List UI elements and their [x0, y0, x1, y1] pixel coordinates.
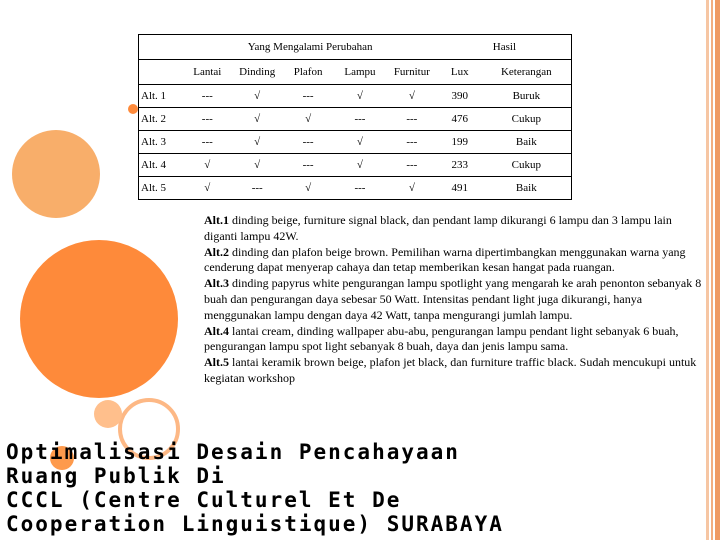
- decorative-stripe: [711, 0, 713, 540]
- table-cell: √: [334, 154, 386, 177]
- table-cell: Baik: [482, 131, 572, 154]
- table-cell: ---: [182, 85, 232, 108]
- table-cell: ---: [182, 108, 232, 131]
- title-line: CCCL (Centre Culturel Et De: [6, 488, 402, 512]
- table-cell: ---: [334, 177, 386, 200]
- table-body: [139, 85, 572, 200]
- table-cell: ---: [182, 131, 232, 154]
- table-cell: ---: [282, 154, 334, 177]
- column-header: Lantai: [182, 60, 232, 85]
- table-cell: ---: [386, 108, 438, 131]
- table-cell: √: [232, 131, 282, 154]
- table-row: [139, 131, 572, 154]
- page-title: [6, 440, 706, 536]
- table-row: [139, 108, 572, 131]
- table-cell: √: [282, 177, 334, 200]
- description-paragraph: [204, 276, 704, 323]
- table-cell: √: [334, 85, 386, 108]
- table-cell: ---: [282, 85, 334, 108]
- table-cell: √: [232, 108, 282, 131]
- table-cell: ---: [386, 131, 438, 154]
- alternative-text: lantai keramik brown beige, plafon jet black, dan furniture traffic black. Sudah mencukupi untuk kegiatan workshop: [204, 355, 697, 385]
- decorative-circle: [128, 104, 138, 114]
- table-cell: √: [232, 154, 282, 177]
- alternative-text: dinding beige, furniture signal black, dan pendant lamp dikurangi 6 lampu dan 3 lampu lain diganti lampu 42W.: [204, 213, 672, 243]
- description-paragraph: [204, 324, 704, 356]
- alternatives-table: [138, 34, 572, 200]
- description-paragraph: [204, 355, 704, 387]
- table-cell: √: [386, 85, 438, 108]
- alternative-label: Alt.3: [204, 276, 229, 291]
- column-header: Lampu: [334, 60, 386, 85]
- table-cell: Cukup: [482, 108, 572, 131]
- title-line: Optimalisasi Desain Pencahayaan: [6, 440, 460, 464]
- group-header-changes: Yang Mengalami Perubahan: [182, 35, 437, 60]
- table-cell: √: [182, 154, 232, 177]
- table-cell: ---: [334, 108, 386, 131]
- decorative-circle: [20, 240, 178, 398]
- column-header: Furnitur: [386, 60, 438, 85]
- alternative-text: lantai cream, dinding wallpaper abu-abu, pengurangan lampu pendant light sebanyak 6 buah, pengurangan lampu spot light sebanyak 8 buah, daya dan jenis lampu sama.: [204, 323, 679, 354]
- table-cell: Baik: [482, 177, 572, 200]
- alt-label: Alt. 3: [139, 131, 183, 154]
- table-cell: √: [232, 85, 282, 108]
- alternative-label: Alt.4: [204, 323, 229, 338]
- column-header: Keterangan: [482, 60, 572, 85]
- table-cell: 233: [438, 154, 482, 177]
- table-cell: Buruk: [482, 85, 572, 108]
- decorative-circle: [94, 400, 122, 428]
- table-cell: 390: [438, 85, 482, 108]
- table-cell: √: [282, 108, 334, 131]
- decorative-stripe: [715, 0, 720, 540]
- table-cell: 491: [438, 177, 482, 200]
- table-cell: ---: [232, 177, 282, 200]
- column-header: Dinding: [232, 60, 282, 85]
- table-cell: 199: [438, 131, 482, 154]
- table-cell: ---: [282, 131, 334, 154]
- description-paragraph: [204, 245, 704, 277]
- alternative-label: Alt.2: [204, 244, 229, 259]
- table-cell: 476: [438, 108, 482, 131]
- table-cell: ---: [386, 154, 438, 177]
- alt-label: Alt. 2: [139, 108, 183, 131]
- table-cell: √: [182, 177, 232, 200]
- table-row: [139, 177, 572, 200]
- title-line: Cooperation Linguistique) SURABAYA: [6, 512, 504, 536]
- table-row: [139, 154, 572, 177]
- alternative-label: Alt.5: [204, 355, 229, 370]
- group-header-result: Hasil: [438, 35, 572, 60]
- alternatives-description: [204, 213, 704, 387]
- alternative-label: Alt.1: [204, 213, 229, 227]
- header-corner: [139, 35, 183, 60]
- header-corner: [139, 60, 183, 85]
- alt-label: Alt. 1: [139, 85, 183, 108]
- alt-label: Alt. 5: [139, 177, 183, 200]
- decorative-stripe: [706, 0, 709, 540]
- title-line: Ruang Publik Di: [6, 464, 226, 488]
- table-cell: Cukup: [482, 154, 572, 177]
- decorative-circle: [12, 130, 100, 218]
- alt-label: Alt. 4: [139, 154, 183, 177]
- column-header: Lux: [438, 60, 482, 85]
- table-row: [139, 85, 572, 108]
- table-cell: √: [334, 131, 386, 154]
- description-paragraph: [204, 213, 704, 245]
- column-header: Plafon: [282, 60, 334, 85]
- alternative-text: dinding papyrus white pengurangan lampu spotlight yang mengarah ke arah penonton sebanyak 8 buah dan pengurangan daya sebesar 50 Watt. Intensitas pendant light juga dikurangi, hanya menggunakan lampu dengan daya 42 Watt, tanpa mengurangi jumlah lampu.: [204, 276, 702, 322]
- table-cell: √: [386, 177, 438, 200]
- alternative-text: dinding dan plafon beige brown. Pemilihan warna dipertimbangkan menggunakan warna yang cenderung dapat menyerap cahaya dan tetap memberikan kesan hangat pada ruangan.: [204, 244, 686, 275]
